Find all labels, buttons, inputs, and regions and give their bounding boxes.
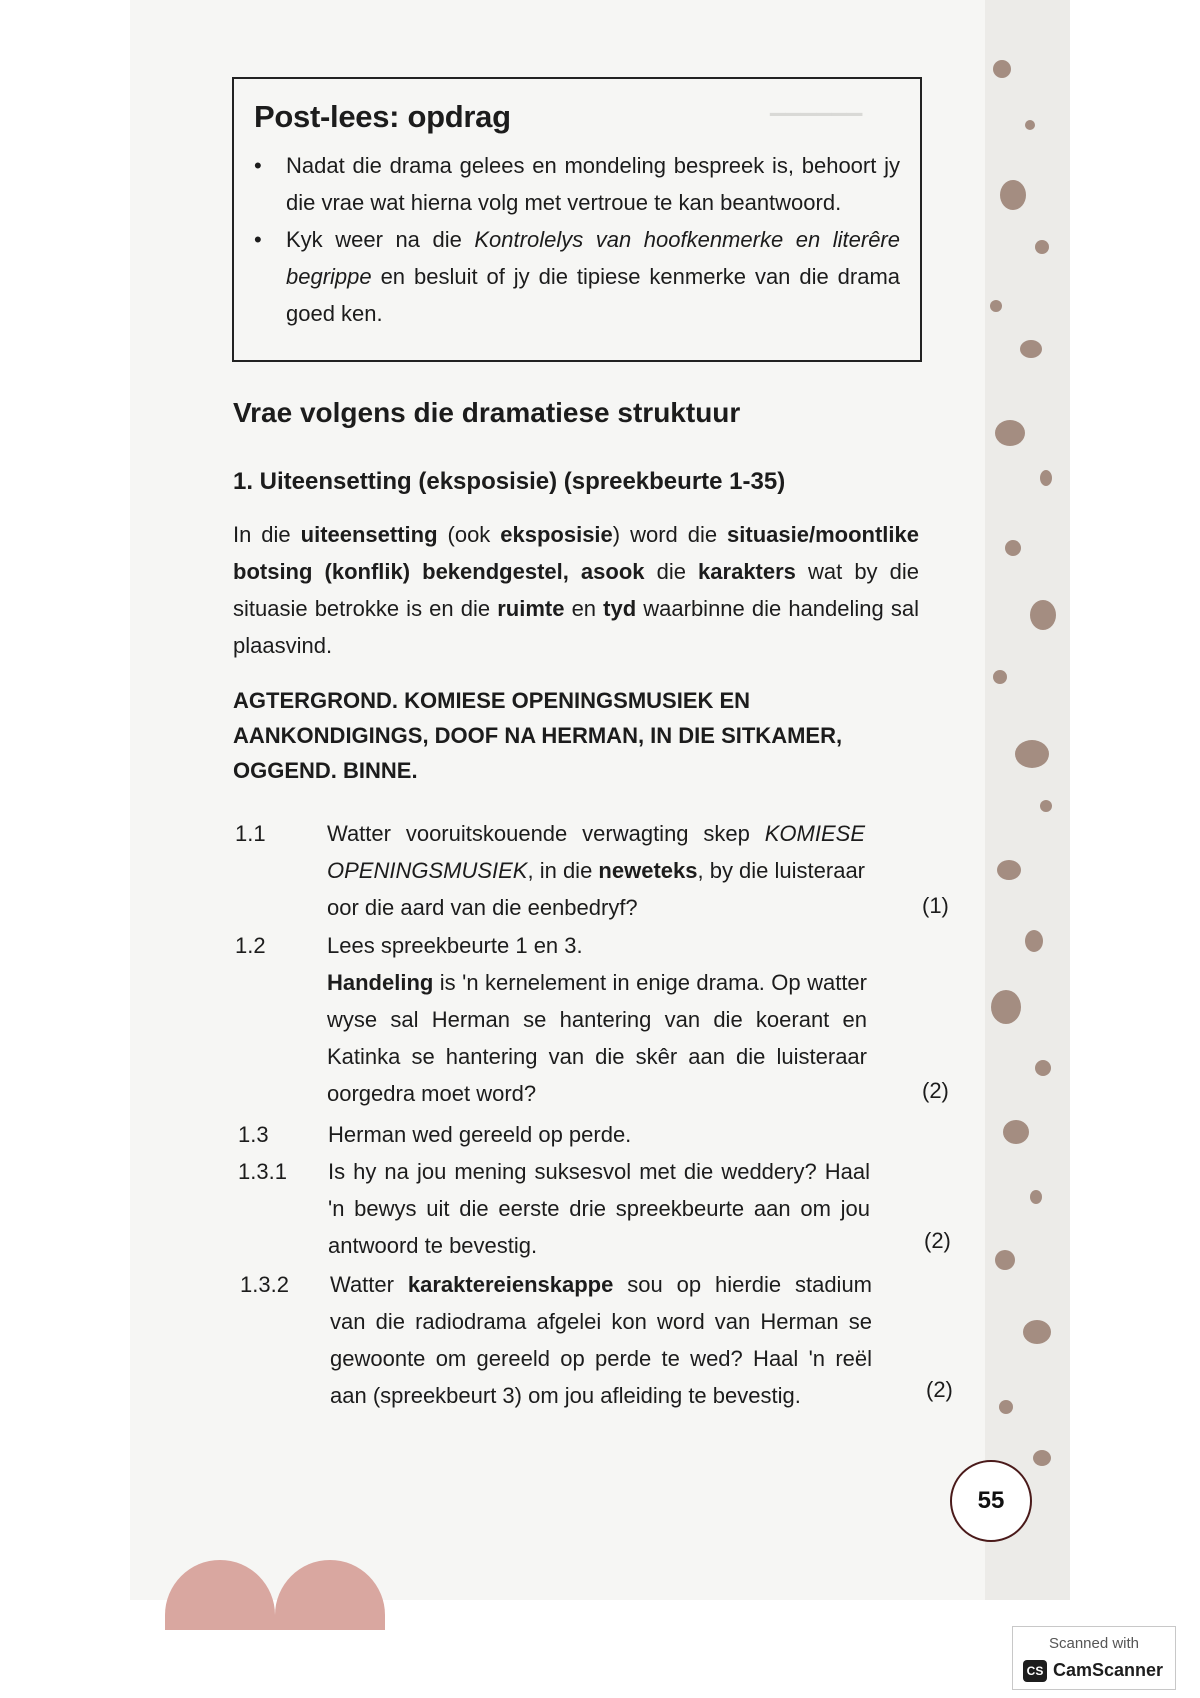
question-number: 1.1 [235,821,266,846]
post-reading-task-box [232,77,922,362]
question-1-3-2 [240,1266,872,1416]
camscanner-watermark [1012,1626,1176,1690]
question-number: 1.3 [238,1122,269,1147]
question-1-2 [235,927,867,1117]
marks: (2) [926,1377,953,1402]
marks: (1) [922,893,949,918]
subsection-title: 1. Uiteensetting (eksposisie) (spreekbeurte 1-35) [233,468,786,495]
question-text: Watter vooruitskouende verwagting skep KOMIESE OPENINGSMUSIEK, in die neweteks, by die luisteraar oor die aard van die eenbedryf? [327,821,866,920]
question-number: 1.2 [235,933,266,958]
question-number: 1.3.1 [238,1159,287,1184]
question-text: Herman wed gereeld op perde. [328,1122,632,1147]
page-number: 55 [950,1460,1032,1542]
watermark-brand: CamScanner [1053,1660,1164,1680]
question-number: 1.3.2 [240,1272,289,1297]
stained-page-edge [985,0,1070,1600]
bullet-text: Kyk weer na die Kontrolelys van hoofkenmerke en literêre begrippe en besluit of jy die tipiese kenmerke van die drama goed ken. [286,227,900,326]
question-text: Watter karaktereienskappe sou op hierdie stadium van die radiodrama afgelei kon word van Herman se gewoonte om gereeld op perde te wed? Haal 'n reël aan (spreekbeurt 3) om jou afleiding te bevestig. [330,1272,873,1408]
watermark-caption: Scanned with [1048,1635,1140,1652]
stage-direction: AGTERGROND. KOMIESE OPENINGSMUSIEK EN AANKONDIGINGS, DOOF NA HERMAN, IN DIE SITKAMER, OGGEND. BINNE. [233,688,843,783]
intro-paragraph: In die uiteensetting (ook eksposisie) word die situasie/moontlike botsing (konflik) bekendgestel, asook die karakters wat by die situasie betrokke is en die ruimte en tyd waarbinne die handeling sal plaasvind. [233,522,919,658]
bullet-item [254,147,900,221]
section-title: Vrae volgens die dramatiese struktuur [233,397,741,428]
bullet-text: Nadat die drama gelees en mondeling bespreek is, behoort jy die vrae wat hierna volg met vertroue te kan beantwoord. [286,153,900,215]
question-1-1 [235,815,865,927]
question-1-3-1 [238,1153,870,1267]
bullet-item [254,221,900,332]
bullet-icon: • [254,227,262,252]
bullet-icon: • [254,153,262,178]
marks: (2) [924,1228,951,1253]
question-text: Is hy na jou mening suksesvol met die weddery? Haal 'n bewys uit die eerste drie spreekbeurte aan om jou antwoord te bevestig. [328,1159,870,1258]
post-reading-title: Post-lees: opdrag [254,99,511,134]
bleed-through-text: ▁▁▁▁▁▁ [770,94,863,116]
camscanner-logo-icon: CS [1023,1660,1047,1682]
question-text: Lees spreekbeurte 1 en 3. Handeling is 'n kernelement in enige drama. Op watter wyse sal Herman se hantering van die koerant en Katinka se hantering van die skêr aan die luisteraar oorgedra moet word? [327,933,867,1106]
question-1-3 [238,1116,868,1153]
marks: (2) [922,1078,949,1103]
